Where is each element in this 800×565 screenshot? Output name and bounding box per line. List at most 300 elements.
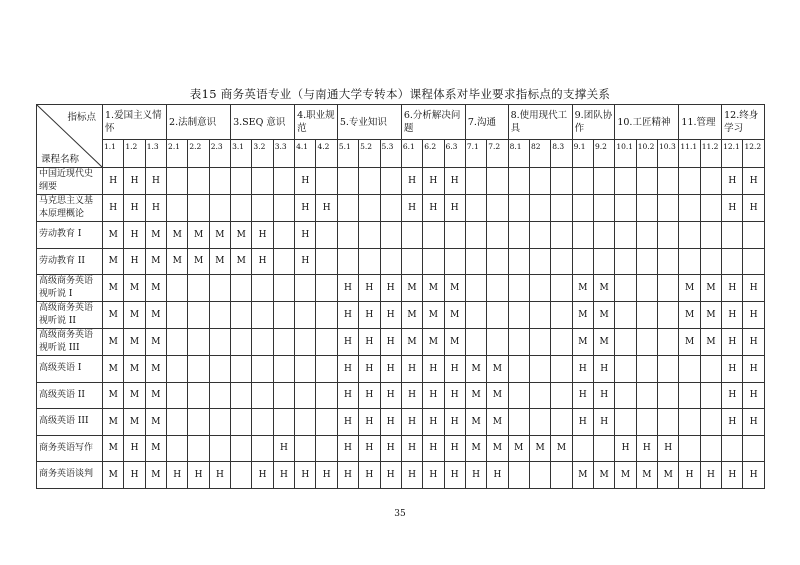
course-name-cell: 商务英语谈判 (37, 462, 103, 489)
support-level-cell: H (444, 382, 465, 409)
indicator-group-header: 3.SEQ 意识 (231, 105, 295, 140)
support-level-cell: M (551, 435, 572, 462)
support-level-cell: M (444, 275, 465, 302)
support-level-cell: M (401, 302, 422, 329)
support-level-cell: M (679, 329, 700, 356)
support-level-cell: H (380, 275, 401, 302)
support-level-cell (636, 222, 657, 249)
support-level-cell (658, 222, 679, 249)
sub-indicator-header: 6.3 (444, 140, 465, 168)
support-level-cell (743, 248, 764, 275)
support-level-cell (423, 248, 444, 275)
support-level-cell (316, 222, 337, 249)
support-level-cell (593, 435, 614, 462)
support-level-cell (551, 302, 572, 329)
support-level-cell (231, 302, 252, 329)
support-level-cell: M (529, 435, 550, 462)
course-name-cell: 高级商务英语视听说 II (37, 302, 103, 329)
support-level-cell: M (103, 435, 124, 462)
support-level-cell (572, 248, 593, 275)
table-row (37, 248, 765, 275)
support-level-cell: M (209, 222, 230, 249)
support-level-cell: H (103, 195, 124, 222)
support-level-cell (252, 409, 273, 436)
support-level-cell: H (380, 356, 401, 383)
support-level-cell (508, 248, 529, 275)
sub-indicator-header: 9.1 (572, 140, 593, 168)
support-level-cell (231, 195, 252, 222)
support-level-cell: H (722, 302, 743, 329)
sub-indicator-header: 2.1 (167, 140, 188, 168)
support-level-cell: M (572, 462, 593, 489)
support-level-cell (722, 248, 743, 275)
support-level-cell: M (615, 462, 636, 489)
support-level-cell: H (337, 302, 358, 329)
support-level-cell: M (124, 329, 145, 356)
support-level-cell (700, 222, 721, 249)
support-level-cell (231, 435, 252, 462)
support-level-cell (636, 356, 657, 383)
support-level-cell (252, 356, 273, 383)
support-level-cell (636, 382, 657, 409)
support-level-cell: H (401, 409, 422, 436)
support-level-cell: M (124, 302, 145, 329)
support-level-cell (252, 195, 273, 222)
support-level-cell: H (572, 409, 593, 436)
course-name-cell: 商务英语写作 (37, 435, 103, 462)
support-level-cell (209, 356, 230, 383)
support-level-cell: H (444, 409, 465, 436)
course-name-cell: 中国近现代史纲要 (37, 168, 103, 195)
support-level-cell: H (124, 168, 145, 195)
support-level-cell: M (167, 222, 188, 249)
support-level-cell (209, 435, 230, 462)
support-level-cell (273, 275, 294, 302)
support-level-cell (529, 409, 550, 436)
sub-indicator-header: 12.2 (743, 140, 764, 168)
support-level-cell: H (401, 356, 422, 383)
sub-indicator-header: 7.1 (465, 140, 486, 168)
support-level-cell (380, 222, 401, 249)
sub-indicator-header: 10.2 (636, 140, 657, 168)
course-name-cell: 高级商务英语视听说 III (37, 329, 103, 356)
support-level-cell (615, 248, 636, 275)
indicator-group-header: 2.法制意识 (167, 105, 231, 140)
support-level-cell: H (743, 329, 764, 356)
support-level-cell: M (487, 356, 508, 383)
support-level-cell (188, 302, 209, 329)
support-level-cell (636, 168, 657, 195)
support-level-cell (380, 195, 401, 222)
support-level-cell: M (145, 222, 166, 249)
support-level-cell (465, 168, 486, 195)
support-level-cell (658, 168, 679, 195)
support-level-cell (188, 409, 209, 436)
support-level-cell: H (124, 435, 145, 462)
support-level-cell (167, 329, 188, 356)
support-level-cell: H (423, 409, 444, 436)
support-level-cell (167, 275, 188, 302)
support-level-cell: H (359, 356, 380, 383)
sub-indicator-header: 82 (529, 140, 550, 168)
table-row (37, 275, 765, 302)
support-level-cell: M (145, 356, 166, 383)
support-level-cell (593, 248, 614, 275)
support-level-cell (508, 302, 529, 329)
support-level-cell (636, 302, 657, 329)
sub-indicator-header: 7.2 (487, 140, 508, 168)
support-level-cell (231, 462, 252, 489)
support-level-cell: M (145, 382, 166, 409)
support-level-cell: H (743, 275, 764, 302)
support-level-cell (188, 275, 209, 302)
support-level-cell: M (145, 302, 166, 329)
support-level-cell (615, 382, 636, 409)
support-level-cell: M (103, 222, 124, 249)
support-level-cell: H (743, 462, 764, 489)
support-level-cell (444, 222, 465, 249)
support-level-cell (572, 168, 593, 195)
support-level-cell: M (145, 409, 166, 436)
support-level-cell: M (679, 302, 700, 329)
sub-indicator-header: 4.1 (295, 140, 316, 168)
sub-indicator-header: 2.3 (209, 140, 230, 168)
support-level-cell: M (465, 409, 486, 436)
support-level-cell: H (316, 195, 337, 222)
support-level-cell: H (722, 195, 743, 222)
support-level-cell (252, 435, 273, 462)
support-level-cell: H (423, 356, 444, 383)
support-level-cell: H (359, 275, 380, 302)
support-level-cell: H (124, 248, 145, 275)
support-level-cell (551, 275, 572, 302)
support-level-cell (316, 302, 337, 329)
support-level-cell: M (700, 329, 721, 356)
support-level-cell: H (359, 462, 380, 489)
support-level-cell: H (124, 462, 145, 489)
support-level-cell: H (273, 435, 294, 462)
indicator-group-header: 4.职业规范 (295, 105, 338, 140)
support-level-cell: M (444, 329, 465, 356)
support-level-cell: H (444, 168, 465, 195)
support-level-cell (700, 382, 721, 409)
support-level-cell (615, 195, 636, 222)
support-level-cell: H (295, 168, 316, 195)
support-level-cell (167, 382, 188, 409)
support-level-cell: H (722, 462, 743, 489)
support-level-cell: H (444, 435, 465, 462)
support-level-cell (316, 356, 337, 383)
support-level-cell (529, 275, 550, 302)
support-level-cell (529, 462, 550, 489)
support-level-cell (679, 382, 700, 409)
table-row (37, 329, 765, 356)
support-level-cell: H (359, 302, 380, 329)
support-level-cell: M (145, 275, 166, 302)
support-level-cell (252, 275, 273, 302)
support-level-cell (508, 329, 529, 356)
support-level-cell (700, 409, 721, 436)
support-level-cell (593, 168, 614, 195)
support-level-cell: H (700, 462, 721, 489)
support-level-cell (508, 168, 529, 195)
support-level-cell (465, 329, 486, 356)
support-level-cell (273, 195, 294, 222)
indicator-group-header: 12.终身学习 (722, 105, 765, 140)
support-level-cell: M (593, 275, 614, 302)
sub-indicator-header: 6.1 (401, 140, 422, 168)
support-level-cell: M (487, 382, 508, 409)
support-level-cell: M (103, 356, 124, 383)
sub-indicator-header: 1.3 (145, 140, 166, 168)
support-level-cell (295, 409, 316, 436)
support-level-cell: H (295, 248, 316, 275)
support-level-cell: H (380, 462, 401, 489)
support-level-cell (380, 168, 401, 195)
support-level-cell (359, 222, 380, 249)
support-level-cell: M (465, 356, 486, 383)
support-level-cell (295, 302, 316, 329)
support-level-cell (316, 168, 337, 195)
support-level-cell: M (103, 409, 124, 436)
support-level-cell: M (572, 302, 593, 329)
support-level-cell: H (658, 435, 679, 462)
sub-indicator-header: 5.3 (380, 140, 401, 168)
support-level-cell: H (188, 462, 209, 489)
support-level-cell (658, 382, 679, 409)
support-level-cell: H (337, 409, 358, 436)
support-level-cell: M (636, 462, 657, 489)
support-level-cell: M (124, 409, 145, 436)
support-level-cell (551, 382, 572, 409)
support-level-cell (700, 356, 721, 383)
support-level-cell: H (145, 195, 166, 222)
sub-indicator-header: 9.2 (593, 140, 614, 168)
support-level-cell (273, 409, 294, 436)
support-level-cell (188, 356, 209, 383)
support-level-cell (615, 222, 636, 249)
support-level-cell: M (401, 275, 422, 302)
support-level-cell: H (380, 302, 401, 329)
table-row (37, 168, 765, 195)
support-level-cell: H (337, 329, 358, 356)
support-level-cell: H (423, 462, 444, 489)
sub-indicator-header: 8.3 (551, 140, 572, 168)
support-level-cell (636, 275, 657, 302)
support-level-cell (508, 409, 529, 436)
support-level-cell: H (103, 168, 124, 195)
support-level-cell (209, 195, 230, 222)
support-level-cell (679, 222, 700, 249)
support-level-cell (529, 302, 550, 329)
support-level-cell: H (679, 462, 700, 489)
support-level-cell: M (103, 329, 124, 356)
support-level-cell: H (295, 462, 316, 489)
support-level-cell (316, 382, 337, 409)
support-level-cell (401, 248, 422, 275)
support-level-cell (529, 195, 550, 222)
support-level-cell (572, 195, 593, 222)
support-level-cell (252, 168, 273, 195)
support-level-cell (700, 435, 721, 462)
sub-indicator-header: 3.1 (231, 140, 252, 168)
support-level-cell: M (103, 382, 124, 409)
indicator-group-header: 9.团队协作 (572, 105, 615, 140)
support-level-cell (551, 195, 572, 222)
support-level-cell: H (337, 356, 358, 383)
sub-indicator-header: 11.2 (700, 140, 721, 168)
support-level-cell: H (722, 409, 743, 436)
support-level-cell: H (743, 302, 764, 329)
support-level-cell: M (124, 356, 145, 383)
support-level-cell: H (316, 462, 337, 489)
course-name-cell: 高级英语 II (37, 382, 103, 409)
support-level-cell (209, 302, 230, 329)
table-row (37, 302, 765, 329)
support-level-cell (551, 168, 572, 195)
support-level-cell (167, 435, 188, 462)
support-level-cell (231, 329, 252, 356)
support-level-cell (273, 248, 294, 275)
support-level-cell (465, 222, 486, 249)
support-level-cell (658, 248, 679, 275)
table-row (37, 195, 765, 222)
support-level-cell (636, 329, 657, 356)
support-level-cell (679, 248, 700, 275)
support-level-cell (188, 329, 209, 356)
support-level-cell: H (743, 195, 764, 222)
sub-indicator-header: 3.2 (252, 140, 273, 168)
support-level-cell: H (423, 435, 444, 462)
support-level-cell (700, 195, 721, 222)
support-level-cell: H (401, 168, 422, 195)
support-level-cell: H (444, 462, 465, 489)
support-level-cell (487, 195, 508, 222)
support-level-cell: M (423, 302, 444, 329)
support-level-cell: M (188, 222, 209, 249)
support-level-cell (508, 222, 529, 249)
support-level-cell (551, 356, 572, 383)
support-level-cell (679, 168, 700, 195)
support-level-cell: H (423, 168, 444, 195)
page-number: 35 (394, 509, 406, 519)
support-level-cell (508, 356, 529, 383)
support-level-cell (508, 382, 529, 409)
support-level-cell: H (380, 382, 401, 409)
support-level-cell: H (401, 195, 422, 222)
indicator-group-header: 11.管理 (679, 105, 722, 140)
support-level-cell: H (380, 329, 401, 356)
support-level-cell (231, 275, 252, 302)
support-level-cell (658, 275, 679, 302)
support-level-cell: M (209, 248, 230, 275)
support-level-cell (679, 356, 700, 383)
support-level-cell (252, 302, 273, 329)
support-level-cell (551, 248, 572, 275)
support-level-cell (209, 275, 230, 302)
support-level-cell (188, 168, 209, 195)
support-level-cell: M (401, 329, 422, 356)
support-level-cell: M (231, 222, 252, 249)
support-level-cell: H (337, 462, 358, 489)
support-level-cell (444, 248, 465, 275)
support-level-cell: M (231, 248, 252, 275)
support-level-cell: H (593, 382, 614, 409)
support-level-cell: H (487, 462, 508, 489)
support-level-cell: M (145, 248, 166, 275)
sub-indicator-header: 10.1 (615, 140, 636, 168)
support-level-cell (167, 195, 188, 222)
support-level-cell (658, 356, 679, 383)
support-level-cell (679, 409, 700, 436)
course-name-cell: 劳动教育 I (37, 222, 103, 249)
support-level-cell (273, 302, 294, 329)
support-level-cell (295, 382, 316, 409)
corner-label-course: 课程名称 (41, 154, 80, 165)
header-row-groups (37, 105, 765, 140)
support-level-cell: H (465, 462, 486, 489)
course-name-cell: 高级商务英语视听说 I (37, 275, 103, 302)
table-row (37, 222, 765, 249)
table-row (37, 356, 765, 383)
table-title: 表15 商务英语专业（与南通大学专转本）课程体系对毕业要求指标点的支撑关系 (189, 87, 611, 101)
support-level-cell: H (743, 382, 764, 409)
support-level-cell: H (380, 409, 401, 436)
support-level-cell (658, 302, 679, 329)
support-level-cell (658, 195, 679, 222)
support-level-cell (529, 356, 550, 383)
support-level-cell (316, 329, 337, 356)
support-level-cell: H (295, 222, 316, 249)
support-level-cell (273, 329, 294, 356)
support-level-cell (615, 329, 636, 356)
support-level-cell (700, 248, 721, 275)
support-level-cell (508, 195, 529, 222)
support-level-cell: M (700, 302, 721, 329)
support-level-cell: M (465, 382, 486, 409)
course-name-cell: 高级英语 I (37, 356, 103, 383)
support-level-cell (359, 168, 380, 195)
support-level-cell (316, 409, 337, 436)
support-level-cell: H (167, 462, 188, 489)
support-level-cell: H (722, 356, 743, 383)
support-level-cell (337, 168, 358, 195)
support-level-cell (252, 329, 273, 356)
support-level-cell (572, 435, 593, 462)
course-name-cell: 马克思主义基本原理概论 (37, 195, 103, 222)
support-level-cell (337, 248, 358, 275)
support-level-cell (465, 275, 486, 302)
support-level-cell: H (145, 168, 166, 195)
support-level-cell (508, 275, 529, 302)
support-level-cell (529, 329, 550, 356)
support-level-cell (487, 329, 508, 356)
support-level-cell (167, 409, 188, 436)
support-level-cell (615, 302, 636, 329)
support-level-cell: H (401, 435, 422, 462)
support-level-cell (658, 329, 679, 356)
support-level-cell: M (593, 462, 614, 489)
support-level-cell: M (700, 275, 721, 302)
support-level-cell (615, 409, 636, 436)
support-level-cell: H (423, 195, 444, 222)
support-level-cell (252, 382, 273, 409)
support-level-cell: H (359, 409, 380, 436)
indicator-group-header: 7.沟通 (465, 105, 508, 140)
support-level-cell: H (743, 168, 764, 195)
support-level-cell (551, 409, 572, 436)
support-level-cell (188, 195, 209, 222)
